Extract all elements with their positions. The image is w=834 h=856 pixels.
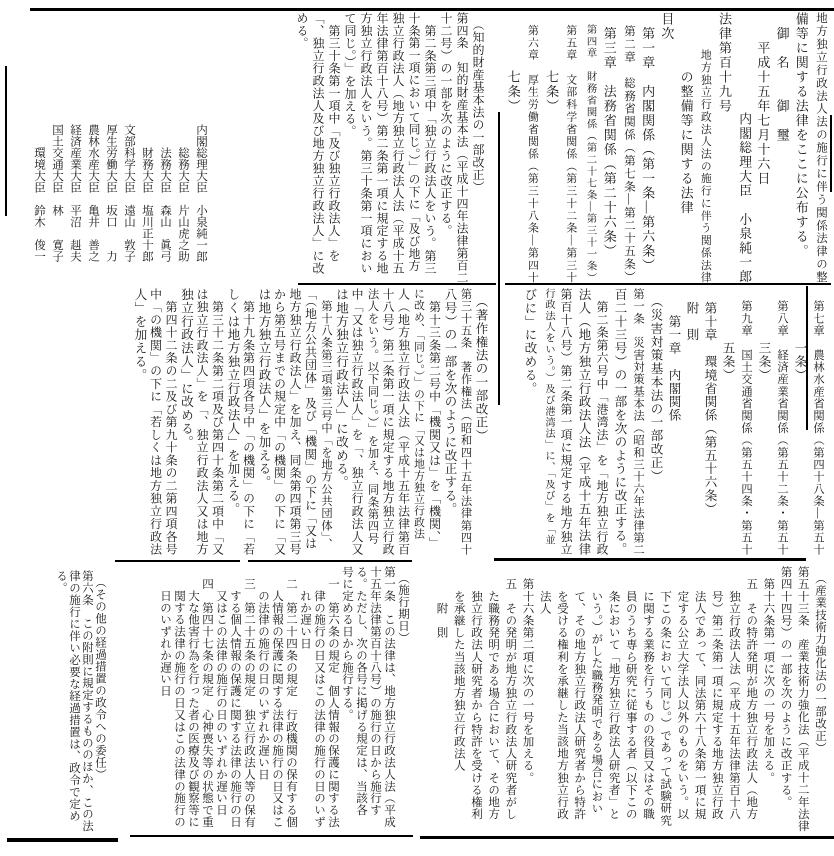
rule-mid2-left-b: [248, 560, 412, 562]
rule-mid2-left-a: [115, 560, 240, 562]
rule-top: [30, 8, 834, 11]
promulgation-and-toc-block: 地方独立行政法人法の施行に伴う関係法律の整 備等に関する法律をここに公布する。 御 名 御 璽 平成十五年七月十六日 内閣総理大臣 小泉純一郎 法律第百十九号 地方独立行政法人法の施行に伴う関係法律 の整備等に関する法律 目次 第一章 内閣関係（第一条―第六条） 第二章 総務省関係（第七条―第二十五条） 第三章 法務省関係（第二十六条） 第四章 財務省関係（第二十七条―第三十一条） 第五章 文部科学省関係（第三十二条―第三十 七条） 第六章 厚生労働省関係（第三十八条―第四十 七条）: [505, 12, 827, 285]
rule-end-of-law-thick: [7, 838, 118, 842]
ip-basic-law-amendment-block: （知的財産基本法の一部改正） 第四条 知的財産基本法（平成十四年法律第百二 十二号）の一部を次のように改正する。 第二条第三項中「独立行政法人をいう。第三 十条第一項において同じ。）」の下に「及び地方 独立行政法人（地方独立行政法人法（平成十五 年法律第百十八号）第二条第一項に規定する地 方独立行政法人をいう。第三十条第一項におい て同じ。）」を加える。 第三十条第一項中「及び独立行政法人」を 「、独立行政法人及び地方独立行政法人」に改 める。: [295, 12, 485, 284]
industrial-technology-law-amendment-block: （産業技術力強化法の一部改正） 第五十三条 産業技術力強化法（平成十二年法律 第四十四号）の一部を次のように改正する。 第十六条第一項に次の一号を加える。 五 その特許発明が地方独立行政法人（地方 独立行政法人法（平成十五年法律第百十八 号）第二条第一項に規定する地方独立行政 法人であって、同法第六十八条第一項に規 定する公立大学法人以外のものをいう。以 下この条において同じ。）であって試験研究 に関する業務を行うものの役員又はその職 員のうち専ら研究に従事する者（以下この 条において「地方独立行政法人研究者」と いう。）がした職務発明である場合におい て、その地方独立行政法人研究者から特許 を受ける権利を承継した当該地方独立行政 法人 第十六条第二項に次の一号を加える。 五 その発明が地方独立行政法人研究者がし た職務発明である場合において、その地方 独立行政法人研究者から特許を受ける権利 を承継した当該地方独立行政法人 附 則: [435, 566, 826, 832]
rule-mid2-right: [494, 558, 806, 561]
rule-edge-left: [5, 66, 7, 216]
ministers-signature-block: 内閣総理大臣 小泉純一郎 総務大臣 片山虎之助 法務大臣 森山 眞弓 財務大臣 塩川正十郎 文部科学大臣 遠山 敦子 厚生労働大臣 坂口 力 農林水産大臣 亀井 善之 経済産業大臣 平沼 赳夫 国土交通大臣 林 寛子 環境大臣 鈴木 俊一: [33, 124, 207, 262]
supplementary-provisions-block: （施行期日） 第一条 この法律は、地方独立行政法人法（平成 十五年法律第百十八号）の施行の日から施行す る。ただし、次の各号に掲げる規定は、当該各 号に定める日から施行する。 一 第六条の規定 個人情報の保護に関する法 律の施行の日又はこの法律の施行の日のいず れか遅い日 二 第二十四条の規定 行政機関の保有する個 人情報の保護に関する法律の施行の日又はこ の法律の施行の日のいずれか遅い日 三 第二十五条の規定 独立行政法人等の保有 する個人情報の保護に関する法律の施行の日 又はこの法律の施行の日のいずれか遅い日 四 第四十七条の規定 心神喪失等の状態で重 大な他害行為を行った者の医療及び観察等に 関する法律の施行の日又はこの法律の施行の 日のいずれか遅い日: [159, 566, 409, 828]
toc-continued-cabinet-chapter-block: 第七章 農林水産省関係（第四十八条―第五十 一条） 第八章 経済産業省関係（第五十二条・第五十 三条） 第九章 国土交通省関係（第五十四条・第五十 五条） 第十章 環境省関係（第五十六条） 附 則 第一章 内閣関係 （災害対策基本法の一部改正） 第一条 災害対策基本法（昭和三十六年法律第二 百二十三号）の一部を次のように改正する。 第二条第六号中「港湾法」を「地方独立行政 法人（地方独立行政法人法（平成十五年法律 第百十八号）第二条第一項に規定する地方独立 行政法人をいう。）及び港湾法」に、「及び」を「並 びに」に改める。: [523, 288, 824, 556]
copyright-law-amendment-block: （著作権法の一部改正） 第三十五条 著作権法（昭和四十五年法律第四十 八号）の一部を次のように改正する。 第十三条第二号中「機関又は」を「機関、」 に改め、「同じ。）」の下に「又は地方独立行政法 人（地方独立行政法人法（平成十五年法律第百 十八号）第二条第一項に規定する地方独立行政 法人をいう。以下同じ。）」を加え、同条第四号 中「又は独立行政法人」を「、独立行政法人又 は地方独立行政法人」に改める。 第十八条第三項第三号中「を地方公共団体」、 「（地方公共団体」及び「機関」の下に「又は 地方独立行政法人」を加え、同条第四項第三号 から第五号までの規定中「の機関」の下に「又 は地方独立行政法人」を加える。 第十九条第四項各号中「の機関」の下に「若 しくは地方独立行政法人」を加える。 第三十二条第二項及び第四十条第二項中「又 は独立行政法人」を「、独立行政法人又は地方 独立行政法人」に改める。 第四十二条の二及び第九十条の二第四項各号 中「の機関」の下に「若しくは地方独立行政法 人」を加える。: [133, 288, 488, 556]
rule-bottom-right: [420, 836, 834, 839]
supplementary-final-block: （その他の経過措置の政令への委任） 第六条 この附則に規定するもののほか、この法 律の施行に伴い必要な経過措置は、政令で定め る。: [55, 570, 106, 833]
rule-edge-right-top: [830, 115, 832, 192]
rule-vertical-separator: [498, 112, 500, 405]
rule-bottom-thin: [130, 835, 413, 837]
